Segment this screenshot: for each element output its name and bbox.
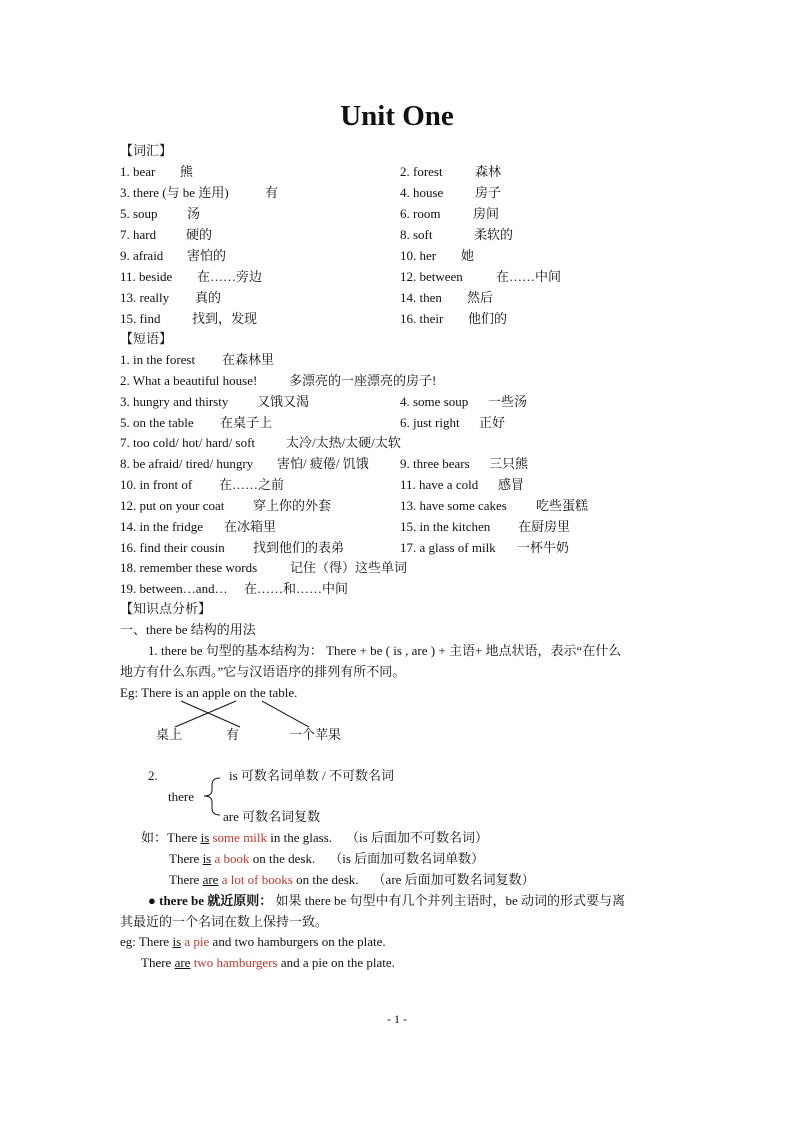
vocab-item: 16. their 他们的: [400, 311, 508, 326]
connector-line: [262, 701, 309, 727]
phrases-header: 【短语】: [120, 331, 173, 346]
rule-is: is 可数名词单数 / 不可数名词: [229, 768, 395, 783]
diagram-word: 有: [226, 727, 240, 742]
phrase-item: 12. put on your coat 穿上你的外套: [120, 498, 332, 513]
connector-line: [175, 701, 236, 727]
phrase-item: 9. three bears 三只熊: [400, 456, 529, 471]
vocab-header: 【词汇】: [120, 143, 173, 158]
phrase-item: 7. too cold/ hot/ hard/ soft 太冷/太热/太硬/太软: [120, 435, 401, 450]
phrase-item: 5. on the table 在桌子上: [120, 415, 273, 430]
phrase-item: 15. in the kitchen 在厨房里: [400, 519, 571, 534]
example-sentence: Eg: There is an apple on the table.: [120, 685, 298, 700]
brace-icon: [204, 778, 220, 815]
phrase-item: 19. between…and… 在……和……中间: [120, 581, 349, 596]
vocab-item: 14. then 然后: [400, 290, 494, 305]
phrase-item: 3. hungry and thirsty 又饿又渴: [120, 394, 310, 409]
paragraph-line: 1. there be 句型的基本结构为： There + be ( is , are ) + 主语+ 地点状语，表示“在什么: [148, 643, 622, 658]
connector-line: [181, 701, 240, 727]
phrase-item: 8. be afraid/ tired/ hungry 害怕/ 疲倦/ 饥饿: [120, 456, 369, 471]
example-line: There is a book on the desk. （is 后面加可数名词单数）: [169, 851, 485, 866]
diagram-word: 桌上: [156, 727, 183, 742]
phrase-item: 1. in the forest 在森林里: [120, 352, 275, 367]
vocab-item: 9. afraid 害怕的: [120, 248, 227, 263]
paragraph-line: 其最近的一个名词在数上保持一致。: [120, 914, 329, 929]
phrase-item: 18. remember these words 记住（得）这些单词: [120, 560, 408, 575]
example-line: There are two hamburgers and a pie on the plate.: [141, 955, 395, 970]
vocab-item: 2. forest 森林: [400, 164, 502, 179]
phrase-item: 2. What a beautiful house! 多漂亮的一座漂亮的房子!: [120, 373, 437, 388]
vocab-item: 8. soft 柔软的: [400, 227, 514, 242]
phrase-item: 14. in the fridge 在冰箱里: [120, 519, 277, 534]
vocab-item: 12. between 在……中间: [400, 269, 562, 284]
vocab-item: 3. there (与 be 连用) 有: [120, 185, 279, 200]
vocab-item: 15. find 找到，发现: [120, 311, 258, 326]
example-line: 如：There is some milk in the glass. （is 后面加不可数名词）: [141, 830, 488, 845]
rule-there: there: [168, 789, 194, 804]
bullet-icon: ●: [148, 893, 156, 908]
vocab-item: 10. her 她: [400, 248, 475, 263]
page-title: Unit One: [340, 100, 454, 132]
vocab-item: 4. house 房子: [400, 185, 502, 200]
phrase-item: 4. some soup 一些汤: [400, 394, 528, 409]
section-heading: 一、there be 结构的用法: [120, 622, 256, 637]
phrase-item: 17. a glass of milk 一杯牛奶: [400, 540, 570, 555]
vocab-item: 7. hard 硬的: [120, 227, 213, 242]
page-number: - 1 -: [387, 1012, 407, 1026]
phrase-item: 6. just right 正好: [400, 415, 506, 430]
vocab-item: 13. really 真的: [120, 290, 222, 305]
phrase-item: 11. have a cold 感冒: [400, 477, 525, 492]
phrase-item: 13. have some cakes 吃些蛋糕: [400, 498, 589, 513]
vocab-item: 6. room 房间: [400, 206, 500, 221]
paragraph-line: 地方有什么东西。”它与汉语语序的排列有所不同。: [120, 664, 406, 679]
vocab-item: 1. bear 熊: [120, 164, 194, 179]
vocab-item: 11. beside 在……旁边: [120, 269, 263, 284]
phrase-item: 16. find their cousin 找到他们的表弟: [120, 540, 345, 555]
proximity-rule: ● there be 就近原则： 如果 there be 句型中有几个并列主语时，be 动词的形式要与离: [148, 893, 626, 908]
phrase-item: 10. in front of 在……之前: [120, 477, 285, 492]
example-line: eg: There is a pie and two hamburgers on the plate.: [120, 934, 386, 949]
knowledge-header: 【知识点分析】: [120, 601, 212, 616]
example-line: There are a lot of books on the desk. （are 后面加可数名词复数）: [169, 872, 535, 887]
vocab-item: 5. soup 汤: [120, 206, 201, 221]
rule-are: are 可数名词复数: [223, 809, 321, 824]
diagram-word: 一个苹果: [289, 727, 342, 742]
point-number: 2.: [148, 768, 158, 783]
